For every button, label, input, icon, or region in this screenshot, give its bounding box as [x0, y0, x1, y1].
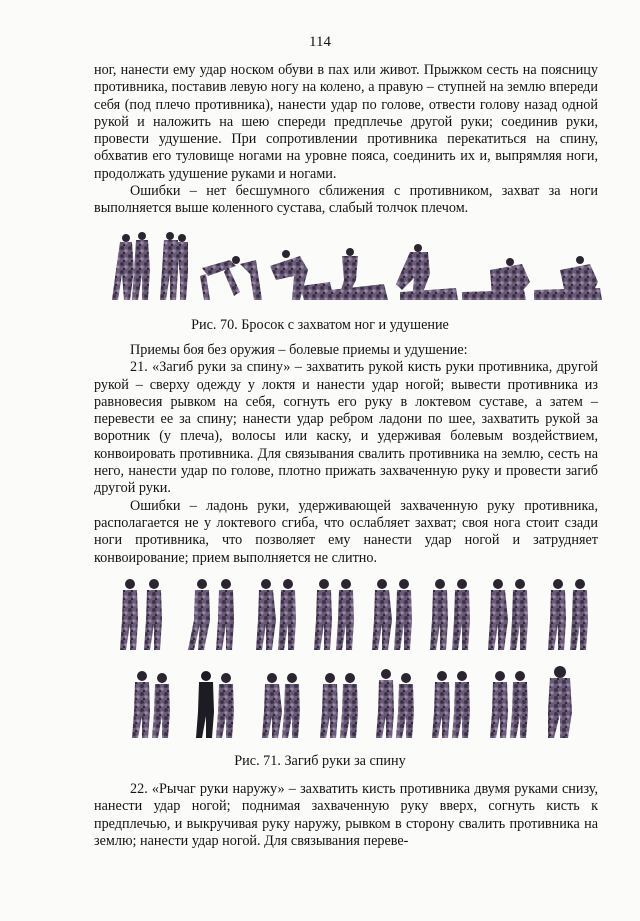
page-number: 114 — [309, 34, 331, 50]
paragraph-throw-description: ног, нанести ему удар носком обуви в пах или живот. Прыжком сесть на поясницу противника, поставив левую ногу на колено, а правую – ступней на землю впереди себя (под плечо противника), нанести удар по голове, отвести голову назад одной рукой и наложить на шею спереди предплечье другой руки; соединив руки, провести удушение. При сопротивлении противника перекатиться на спину, обхватив его туловище ногами на уровне пояса, соединить их и, выпрямляя ноги, продолжать удушение руками и ногами. — [94, 62, 598, 182]
figure-71-image — [0, 572, 640, 744]
paragraph-technique-21-errors: Ошибки – ладонь руки, удерживающей захваченную руку противника, располагается не у локтевого сгиба, что ослабляет захват; своя нога стоит сзади ноги противника, что позволяет ему нанести удар ногой и затрудняет конвоирование; прием выполняется не слитно. — [94, 497, 598, 566]
photo-ground-pair-6 — [396, 244, 458, 300]
paragraph-technique-22: 22. «Рычаг руки наружу» – захватить кисть противника двумя руками снизу, нанести удар ногой; поднимая захваченную руку вверх, согнуть кисть к предплечью, и выкручивая руку наружу, рывком в сторону свалить противника на землю; нанести удар ногой. Для связывания переве- — [94, 781, 598, 849]
photo-bending-pair-3 — [200, 256, 262, 300]
paragraph-technique-21: 21. «Загиб руки за спину» – захватить рукой кисть руки противника, другой рукой – сверху одежду у локтя и нанести удар ногой; вывести противника из равновесия рывком на себя, согнуть его руку в локтевом суставе, а затем – перевести ее за спину; нанести удар ребром ладони по шее, захватить рукой за воротник (у плеча), волосы или каску, и удерживая болевым воздействием, конвоировать противника. Для связывания свалить противника на землю, сесть на него, нанести удар по голове, плотно прижать захваченную руку и провести загиб другой руки. — [94, 359, 598, 497]
figure-71-photo-grid — [0, 572, 640, 744]
photo-row-2 — [132, 666, 572, 738]
paragraph-section-intro: Приемы боя без оружия – болевые приемы и удушение: — [130, 342, 468, 358]
figure-70-image — [0, 230, 640, 308]
text-block-middle — [94, 342, 598, 567]
photo-row-1 — [120, 579, 588, 650]
photo-takedown-pair-4 — [270, 250, 334, 300]
photo-standing-pair-2 — [160, 232, 188, 300]
photo-pinning-pair-7 — [462, 258, 530, 300]
text-block-top — [94, 62, 598, 218]
paragraph-throw-errors: Ошибки – нет бесшумного сближения с противником, захват за ноги выполняется выше коленного сустава, слабый толчок плечом. — [94, 183, 598, 217]
photo-standing-pair-1 — [112, 232, 150, 300]
text-block-bottom — [94, 781, 598, 850]
figure-70-photo-sequence — [0, 230, 640, 308]
photo-choke-pair-8 — [534, 256, 602, 300]
photo-ground-pair-5 — [330, 248, 388, 300]
figure-70-caption: Рис. 70. Бросок с захватом ног и удушение — [191, 317, 449, 333]
figure-71-caption: Рис. 71. Загиб руки за спину — [234, 753, 406, 769]
